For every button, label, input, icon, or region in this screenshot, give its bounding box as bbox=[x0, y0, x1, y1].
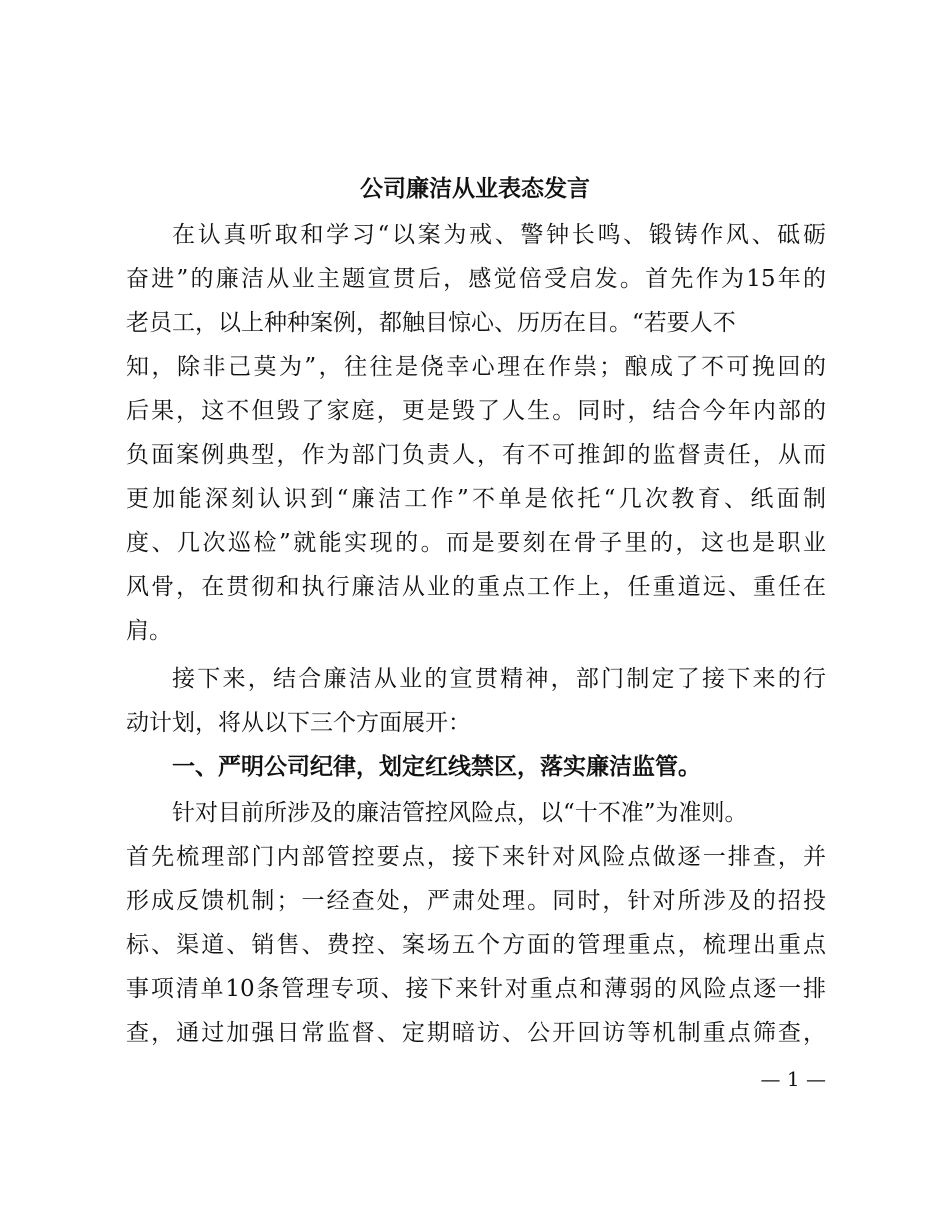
paragraph-line: 肩。 bbox=[126, 618, 172, 644]
paragraph-line: 奋进”的廉洁从业主题宣贯后，感觉倍受启发。首先作为15年的 bbox=[126, 266, 826, 292]
paragraph-line: 知，除非己莫为”，往往是侥幸心理在作祟；酿成了不可挽回的 bbox=[126, 354, 826, 380]
paragraph-line: 度、几次巡检”就能实现的。而是要刻在骨子里的，这也是职业 bbox=[126, 530, 826, 556]
paragraph-line: 后果，这不但毁了家庭，更是毁了人生。同时，结合今年内部的 bbox=[126, 398, 826, 424]
paragraph-line: 针对目前所涉及的廉洁管控风险点，以“十不准”为准则。 bbox=[172, 800, 748, 826]
paragraph-line: 标、渠道、销售、费控、案场五个方面的管理重点，梳理出重点 bbox=[126, 932, 826, 958]
document-title: 公司廉洁从业表态发言 bbox=[360, 175, 590, 202]
paragraph-line: 负面案例典型，作为部门负责人，有不可推卸的监督责任，从而 bbox=[126, 442, 826, 468]
paragraph-line: 首先梳理部门内部管控要点，接下来针对风险点做逐一排查，并 bbox=[126, 844, 826, 870]
paragraph-line: 查，通过加强日常监督、定期暗访、公开回访等机制重点筛查， bbox=[126, 1020, 826, 1046]
paragraph-line: 更加能深刻认识到“廉洁工作”不单是依托“几次教育、纸面制 bbox=[126, 486, 826, 512]
paragraph-line: 动计划，将从以下三个方面展开： bbox=[126, 710, 471, 736]
paragraph-line: 接下来，结合廉洁从业的宣贯精神，部门制定了接下来的行 bbox=[172, 666, 826, 692]
paragraph-line: 老员工，以上种种案例，都触目惊心、历历在目。“若要人不 bbox=[126, 310, 736, 336]
page-number: — 1 — bbox=[760, 1067, 826, 1091]
paragraph-line: 形成反馈机制；一经查处，严肃处理。同时，针对所涉及的招投 bbox=[126, 888, 826, 914]
section-heading: 一、严明公司纪律，划定红线禁区，落实廉洁监管。 bbox=[172, 754, 701, 780]
paragraph-line: 事项清单10条管理专项、接下来针对重点和薄弱的风险点逐一排 bbox=[126, 976, 826, 1002]
paragraph-line: 在认真听取和学习“以案为戒、警钟长鸣、锻铸作风、砥砺 bbox=[172, 222, 826, 248]
paragraph-line: 风骨，在贯彻和执行廉洁从业的重点工作上，任重道远、重任在 bbox=[126, 574, 826, 600]
